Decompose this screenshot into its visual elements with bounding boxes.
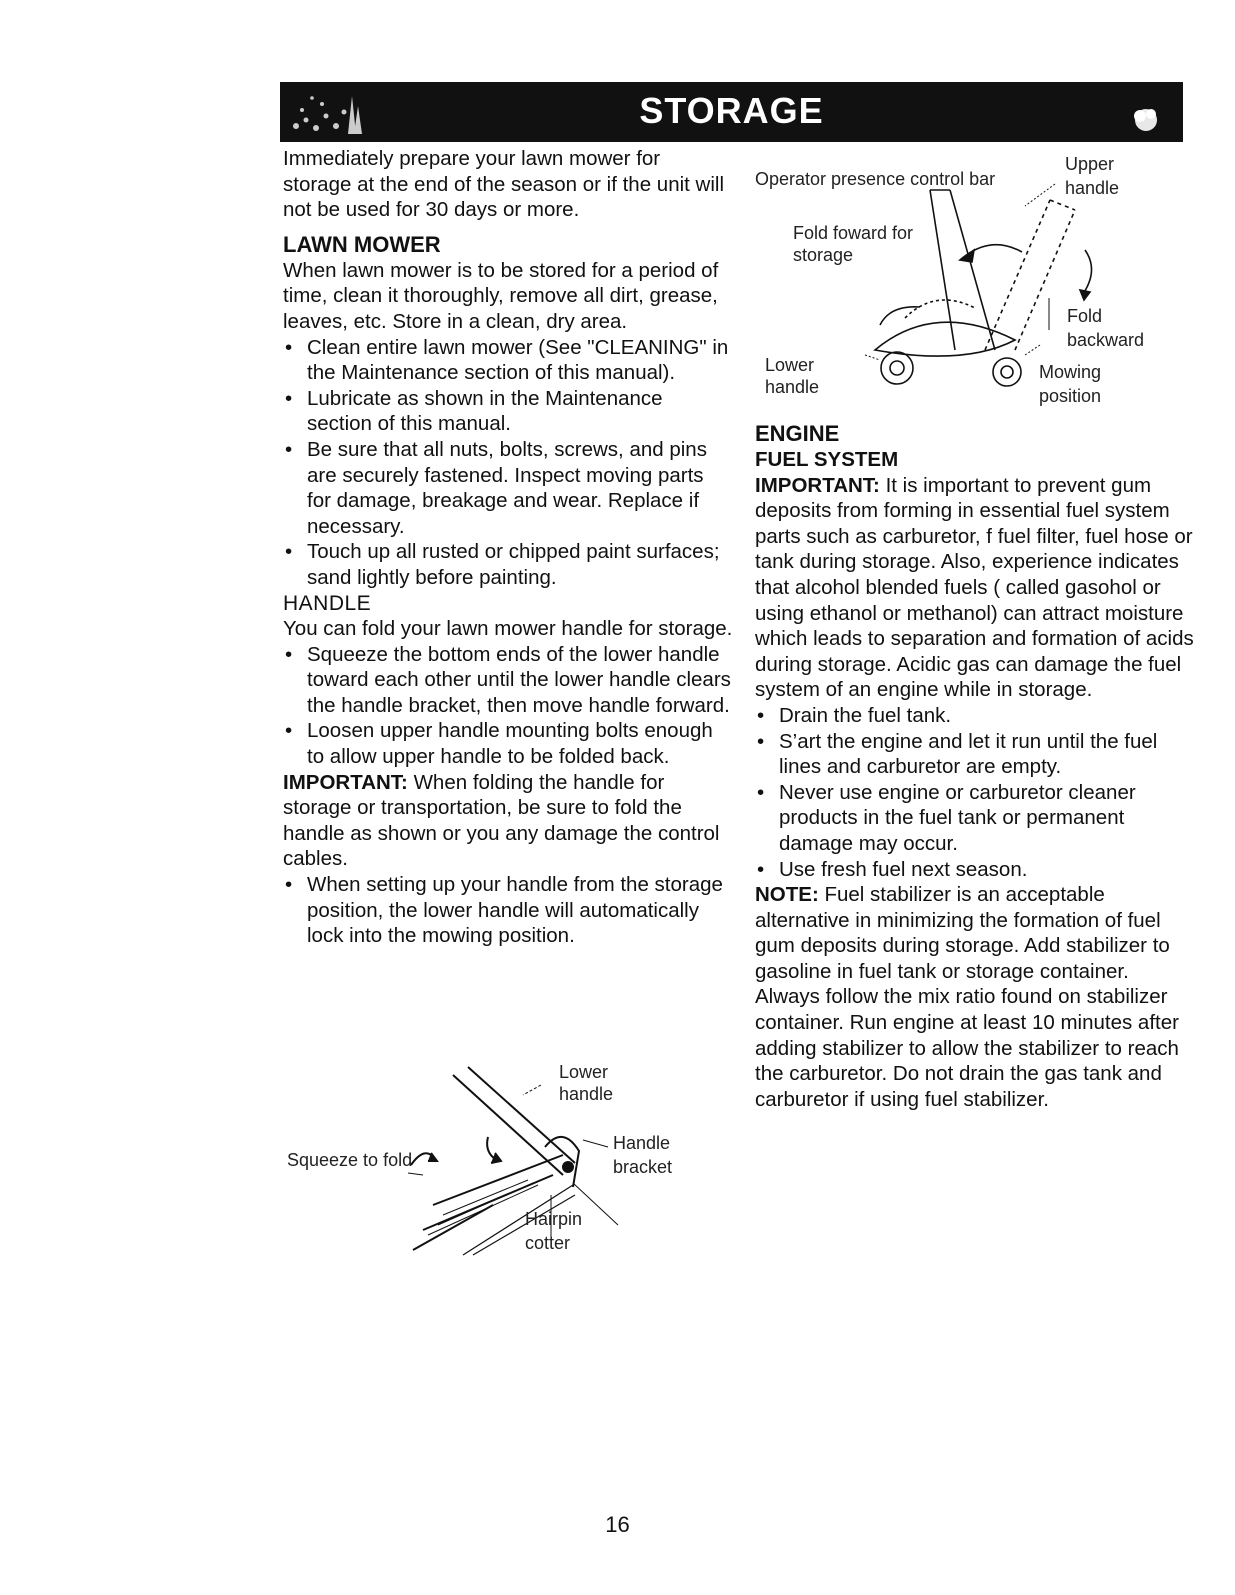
section-title: STORAGE — [639, 90, 824, 131]
list-item: • Use fresh fuel next season. — [755, 857, 1195, 883]
left-column — [283, 146, 733, 949]
note-paragraph — [755, 882, 1195, 1112]
fuel-list — [755, 703, 1195, 882]
handle-paragraph: You can fold your lawn mower handle for storage. — [283, 617, 733, 641]
handle-heading: HANDLE — [283, 591, 372, 615]
upper-handle-label: Upper handle — [1065, 154, 1120, 198]
fuel-system-heading: FUEL SYSTEM — [755, 448, 899, 471]
list-item: • Be sure that all nuts, bolts, screws, and pins are securely fastened. Inspect moving parts for damage, breakage and wear. Replace if necessary. — [283, 437, 733, 539]
lower-handle-label: Lower handle — [559, 1062, 614, 1104]
fold-backward-label: Fold backward — [1067, 306, 1145, 350]
lower-handle-label: Lower handle — [765, 355, 820, 397]
important-label: IMPORTANT: — [283, 770, 408, 794]
handle-important-paragraph — [283, 770, 733, 872]
important-text: When folding the handle for storage or transportation, be sure to fold the handle as shown or you any damage the control cables. — [283, 770, 720, 871]
lawn-mower-paragraph: When lawn mower is to be stored for a period of time, clean it thoroughly, remove all dirt, grease, leaves, etc. Store in a clean, dry area. — [283, 258, 719, 333]
handle-bracket-label: Handle bracket — [613, 1133, 673, 1177]
list-item: • Never use engine or carburetor cleaner products in the fuel tank or permanent damage may occur. — [755, 780, 1195, 857]
intro-paragraph: Immediately prepare your lawn mower for storage at the end of the season or if the unit will not be used for 30 days or more. — [283, 147, 725, 222]
section-banner — [280, 82, 1183, 142]
lawn-mower-heading: LAWN MOWER — [283, 231, 441, 257]
note-label: NOTE: — [755, 883, 819, 907]
important-label: IMPORTANT: — [755, 473, 880, 497]
handle-list-2 — [283, 872, 733, 949]
page-number: 16 — [605, 1512, 630, 1537]
mowing-position-label: Mowing position — [1039, 362, 1102, 406]
fold-forward-label: Fold foward for storage — [793, 223, 914, 265]
note-text: Fuel stabilizer is an acceptable alternative in minimizing the formation of fuel gum deposits during storage. Add stabilizer to gasoline in fuel tank or storage container. Always follow the mix ratio found on stabilizer container. Run engine at least 10 minutes after adding stabilizer to allow the stabilizer to reach the carburetor. Do not drain the gas tank and carburetor if using fuel stabilizer. — [755, 883, 1179, 1111]
handle-bracket-figure — [283, 1055, 733, 1265]
right-column — [755, 420, 1195, 1112]
engine-important-paragraph — [755, 473, 1195, 703]
squeeze-to-fold-label: Squeeze to fold — [287, 1150, 413, 1170]
list-item: • Lubricate as shown in the Maintenance section of this manual. — [283, 386, 733, 437]
list-item: • When setting up your handle from the storage position, the lower handle will automatically lock into the mowing position. — [283, 872, 733, 949]
list-item: • Drain the fuel tank. — [755, 703, 1195, 729]
list-item: • Touch up all rusted or chipped paint surfaces; sand lightly before painting. — [283, 539, 733, 590]
list-item: • Squeeze the bottom ends of the lower handle toward each other until the lower handle clears the handle bracket, then move handle forward. — [283, 642, 733, 719]
important-text: It is important to prevent gum deposits from forming in essential fuel system parts such as carburetor, f fuel filter, fuel hose or tank during storage. Also, experience indicates that alcohol blended fuels ( called gasohol or using ethanol or methanol) can attract moisture which leads to separation and formation of acids during storage. Acidic gas can damage the fuel system of an engine while in storage. — [755, 473, 1194, 702]
list-item: • Clean entire lawn mower (See "CLEANING" in the Maintenance section of this manual). — [283, 335, 733, 386]
list-item: • Loosen upper handle mounting bolts enough to allow upper handle to be folded back. — [283, 718, 733, 769]
list-item: • S’art the engine and let it run until the fuel lines and carburetor are empty. — [755, 729, 1195, 780]
engine-heading: ENGINE — [755, 421, 840, 446]
lawn-mower-list — [283, 335, 733, 591]
operator-bar-label: Operator presence control bar — [755, 169, 996, 189]
handle-list — [283, 642, 733, 770]
hairpin-cotter-label: Hairpin cotter — [525, 1209, 583, 1253]
mower-handle-figure — [755, 150, 1175, 410]
snowflake-icon — [1129, 102, 1163, 136]
